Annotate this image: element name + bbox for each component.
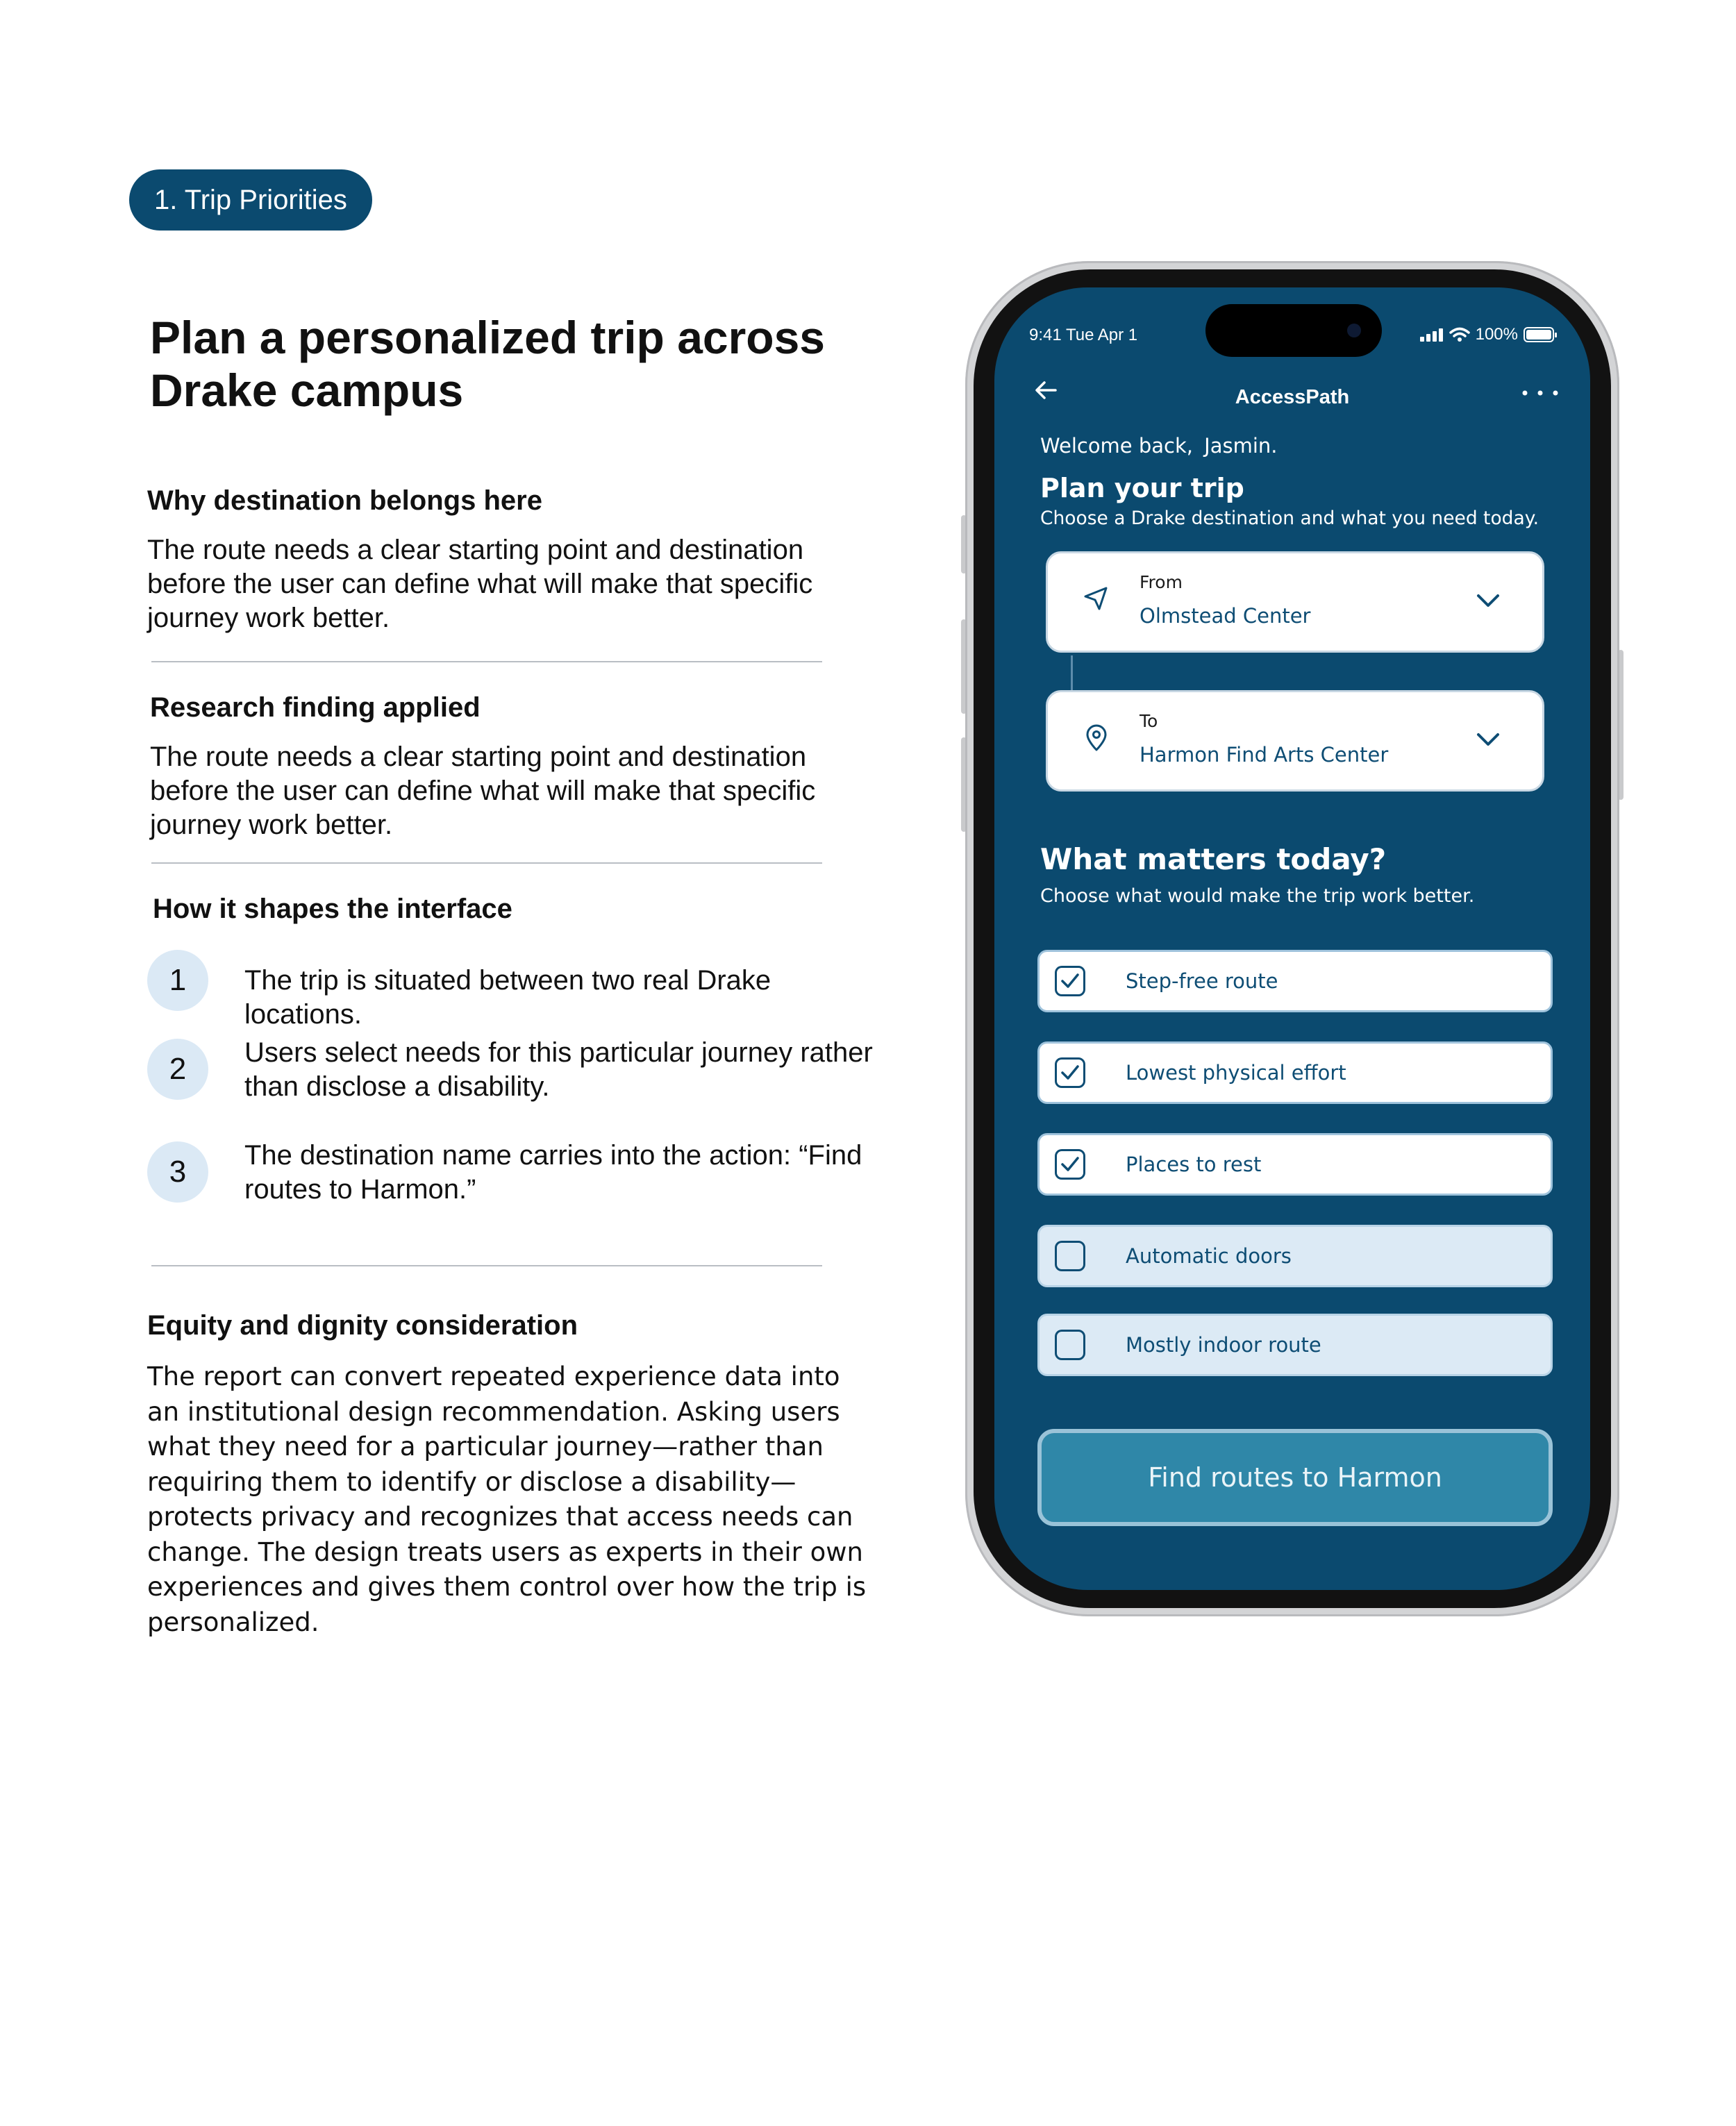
navigation-arrow-icon	[1083, 585, 1110, 613]
equity-section-title: Equity and dignity consideration	[147, 1310, 578, 1341]
step-text: Users select needs for this particular journey rather than disclose a disability.	[244, 1037, 873, 1102]
equity-section-body: The report can convert repeated experience data into an institutional design recommendation. Asking users what they need for a particular journey—rather than requiring them to identify or disclose a disability—protects privacy and recognizes that access needs can change. The design treats users as experts in their own experiences and gives them control over how the trip is personalized.	[147, 1362, 867, 1637]
welcome-message	[1040, 433, 1277, 459]
checkbox[interactable]	[1055, 966, 1085, 996]
option-label: Lowest physical effort	[1126, 1061, 1346, 1085]
to-value: Harmon Find Arts Center	[1140, 743, 1389, 767]
option-label: Places to rest	[1126, 1153, 1262, 1176]
battery-percentage: 100%	[1475, 325, 1518, 344]
research-section-title: Research finding applied	[150, 692, 481, 723]
plan-title: Plan your trip	[1040, 473, 1244, 503]
from-label: From	[1140, 572, 1183, 592]
status-time: 9:41 Tue Apr 1	[1029, 326, 1138, 344]
matters-subtitle: Choose what would make the trip work better.	[1040, 885, 1475, 907]
dynamic-island	[1205, 304, 1382, 357]
signal-icon	[1420, 328, 1444, 342]
checkbox[interactable]	[1055, 1241, 1085, 1271]
checkbox[interactable]	[1055, 1149, 1085, 1180]
chevron-down-icon	[1476, 731, 1501, 748]
step-number-badge: 2	[147, 1039, 208, 1100]
checkmark-icon	[1060, 1155, 1080, 1173]
option-mostly-indoor-route[interactable]	[1037, 1314, 1553, 1376]
matters-title: What matters today?	[1040, 842, 1387, 876]
wifi-icon	[1449, 327, 1470, 342]
page-headline: Plan a personalized trip across Drake campus	[150, 312, 826, 416]
camera-icon	[1347, 324, 1361, 337]
step-number-badge: 3	[147, 1141, 208, 1203]
welcome-prefix: Welcome back,	[1040, 434, 1194, 458]
app-title: AccessPath	[1235, 386, 1350, 408]
to-label: To	[1140, 711, 1158, 731]
battery-icon	[1524, 327, 1554, 342]
phone-screen	[994, 287, 1590, 1590]
section-pill: 1. Trip Priorities	[129, 169, 372, 231]
ellipsis-icon[interactable]	[1519, 389, 1561, 397]
from-location-select[interactable]	[1046, 551, 1544, 653]
map-pin-icon	[1083, 724, 1110, 752]
list-item	[147, 950, 911, 1030]
from-value: Olmstead Center	[1140, 604, 1311, 628]
step-text: The trip is situated between two real Drake locations.	[244, 965, 771, 1030]
checkmark-icon	[1060, 1064, 1080, 1082]
checkbox[interactable]	[1055, 1330, 1085, 1360]
divider	[151, 1265, 822, 1266]
status-indicators	[1420, 324, 1554, 346]
option-places-to-rest[interactable]	[1037, 1133, 1553, 1196]
option-step-free-route[interactable]	[1037, 950, 1553, 1012]
divider	[151, 862, 822, 864]
why-section-body: The route needs a clear starting point and destination before the user can define what will make that specific journey work better.	[147, 535, 813, 633]
step-text: The destination name carries into the action: “Find routes to Harmon.”	[244, 1140, 862, 1205]
chevron-down-icon	[1476, 592, 1501, 609]
to-location-select[interactable]	[1046, 690, 1544, 792]
list-item	[147, 1039, 911, 1108]
user-name: Jasmin.	[1204, 434, 1278, 458]
checkmark-icon	[1060, 972, 1080, 990]
option-label: Automatic doors	[1126, 1244, 1292, 1268]
plan-subtitle: Choose a Drake destination and what you need today.	[1040, 508, 1539, 529]
step-number-badge: 1	[147, 950, 208, 1011]
why-section-title: Why destination belongs here	[147, 485, 542, 516]
research-section-body: The route needs a clear starting point and destination before the user can define what will make that specific journey work better.	[150, 742, 816, 840]
option-label: Step-free route	[1126, 969, 1278, 993]
checkbox[interactable]	[1055, 1057, 1085, 1088]
list-item	[147, 1141, 911, 1211]
option-lowest-physical-effort[interactable]	[1037, 1041, 1553, 1104]
find-routes-button[interactable]: Find routes to Harmon	[1037, 1429, 1553, 1526]
option-label: Mostly indoor route	[1126, 1333, 1321, 1357]
option-automatic-doors[interactable]	[1037, 1225, 1553, 1287]
divider	[151, 661, 822, 662]
shapes-section-title: How it shapes the interface	[153, 894, 512, 924]
